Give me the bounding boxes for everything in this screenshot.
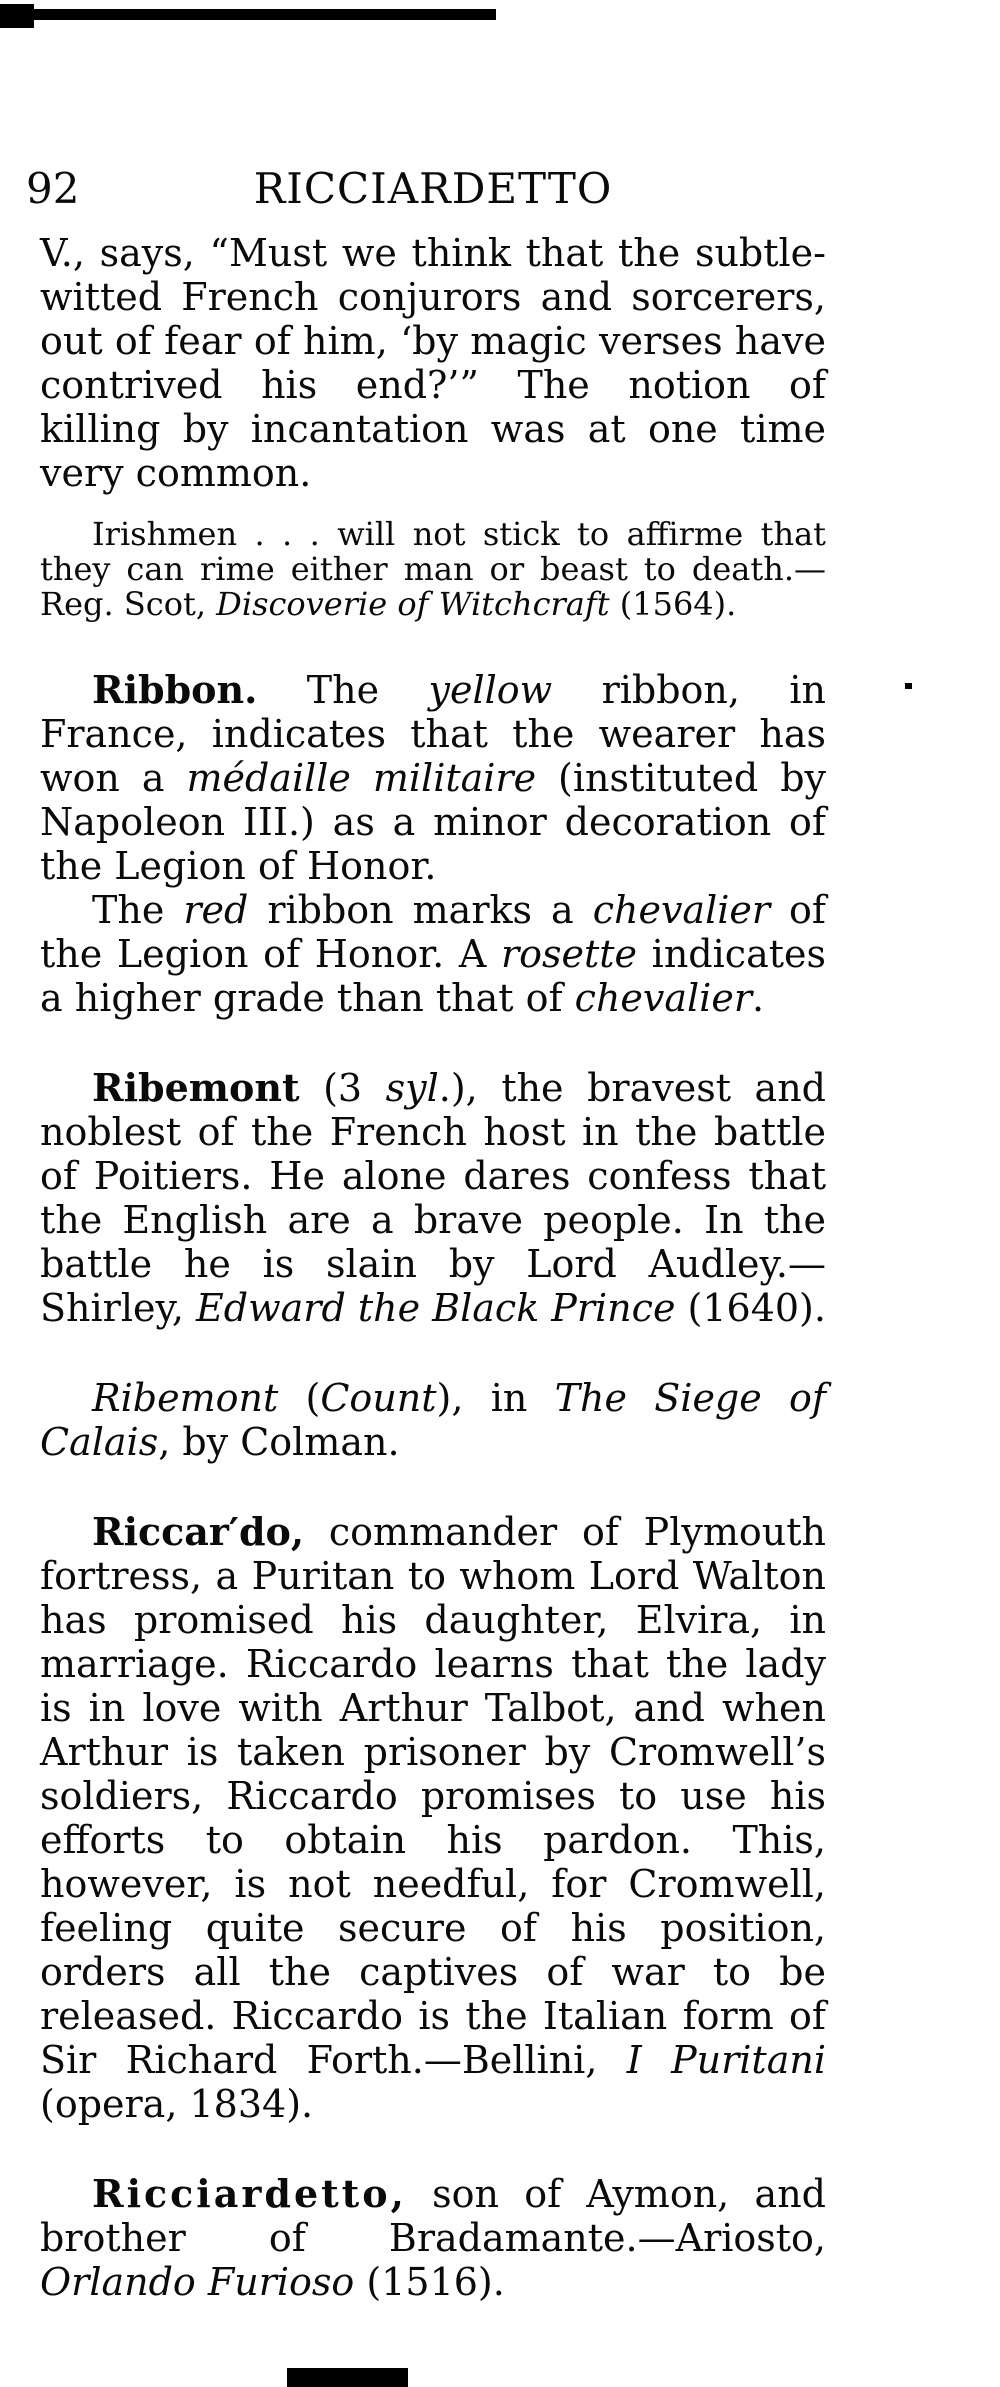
entry-riccardo	[40, 1510, 826, 2126]
text-segment: Ribemont	[92, 1376, 279, 1420]
text-segment: of the Legion of Honor. A	[40, 888, 826, 976]
running-header	[26, 163, 826, 215]
text-segment: (instituted by Napoleon III.) as a minor decoration of the Legion of Honor.	[40, 756, 826, 888]
text-segment: I Puritani	[626, 2038, 826, 2082]
text-segment: red	[183, 888, 249, 932]
text-segment: Ricciardetto,	[92, 2171, 407, 2216]
text-segment: , by Colman.	[158, 1420, 400, 1464]
entry-ribbon-paragraph-2	[40, 888, 826, 1020]
text-segment: commander of Plymouth fortress, a Puritan to whom Lord Walton has promised his daughter, Elvira, in marriage. Riccardo learns that the lady is in love with Arthur Talbot, and when Arthur is taken prisoner by Cromwell’s soldiers, Riccardo promises to use his efforts to obtain his pardon. This, however, is not needful, for Cromwell, feeling quite secure of his position, orders all the captives of war to be released. Riccardo is the Italian form of Sir Richard Forth.—Bellini,	[40, 1510, 826, 2082]
text-segment: V., says, “Must we think that the subtle-witted French conjurors and sorcerers, out of fear of him, ‘by magic verses have contrived his end?’” The notion of killing by incantation was at one time very common.	[40, 231, 826, 495]
text-column	[40, 231, 826, 2304]
text-segment: .), the bravest and noblest of the French host in the battle of Poitiers. He alone dares confess that the English are a brave people. In the battle he is slain by Lord Audley.—Shirley,	[40, 1066, 826, 1330]
text-segment: ribbon marks a	[248, 888, 593, 932]
running-head-title: RICCIARDETTO	[253, 164, 613, 213]
text-segment: ribbon, in France, indicates that the wearer has won a	[40, 668, 826, 800]
text-segment: (1564).	[609, 585, 737, 623]
text-segment: .	[751, 976, 765, 1020]
text-segment: yellow	[428, 668, 553, 712]
text-segment: Orlando Furioso	[40, 2260, 355, 2304]
text-segment: Discoverie of Witchcraft	[216, 585, 610, 623]
entry-ribbon	[40, 668, 826, 888]
scan-artifact-top-bar	[30, 9, 496, 20]
text-segment: The Siege of Calais	[40, 1376, 826, 1464]
entry-ribemont-count	[40, 1376, 826, 1464]
text-segment: Count	[320, 1376, 437, 1420]
text-segment: rosette	[500, 932, 638, 976]
text-segment: (1516).	[354, 2260, 505, 2304]
text-segment: Ribemont	[92, 1065, 300, 1110]
text-segment: The	[257, 668, 429, 712]
page-number: 92	[26, 164, 80, 213]
scan-artifact-speck	[905, 683, 912, 689]
text-segment: The	[92, 888, 184, 932]
entry-ribemont	[40, 1066, 826, 1330]
scan-artifact-bottom-bar	[287, 2368, 408, 2387]
text-segment: (	[278, 1376, 321, 1420]
text-segment: son of Aymon, and brother of Bradamante.—Ariosto,	[40, 2172, 826, 2260]
text-segment: indicates a higher grade than that of	[40, 932, 826, 1020]
quote-block	[40, 517, 826, 622]
text-segment: (1640).	[675, 1286, 826, 1330]
text-segment: (3	[299, 1066, 386, 1110]
text-segment: syl	[385, 1066, 439, 1110]
text-segment: Riccar′do,	[92, 1509, 305, 1554]
text-segment: médaille militaire	[186, 756, 537, 800]
scan-artifact-top-blob	[0, 4, 34, 28]
text-segment: Edward the Black Prince	[196, 1286, 676, 1330]
text-segment: chevalier	[574, 976, 752, 1020]
text-segment: Ribbon.	[92, 667, 258, 712]
text-segment: Irishmen . . . will not stick to affirme that they can rime either man or beast to death.—Reg. Scot,	[40, 515, 826, 623]
text-segment: (opera, 1834).	[40, 2082, 314, 2126]
text-segment: ), in	[436, 1376, 555, 1420]
continuation-paragraph	[40, 231, 826, 495]
entry-ricciardetto	[40, 2172, 826, 2304]
text-segment: chevalier	[592, 888, 771, 932]
